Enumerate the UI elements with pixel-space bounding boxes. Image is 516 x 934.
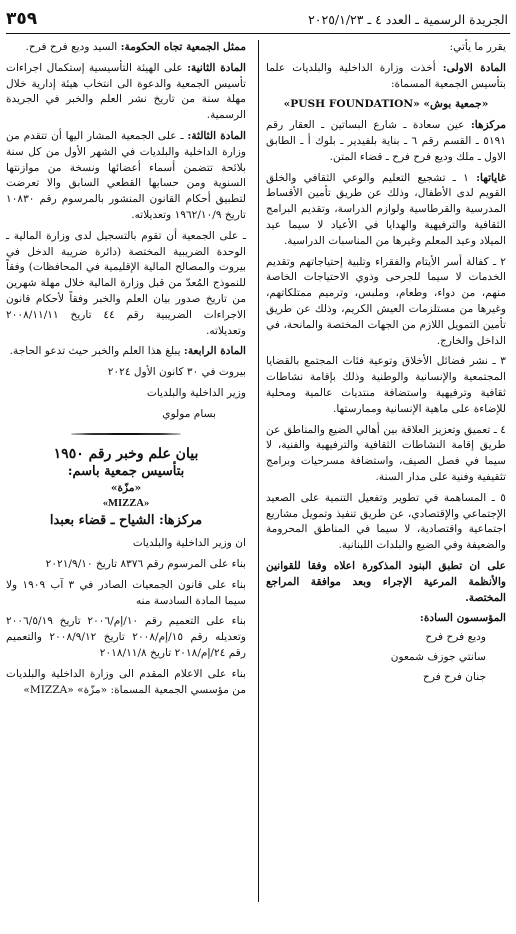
representative-text: السيد وديع فرح فرح.	[25, 41, 118, 53]
minister-title: وزير الداخلية والبلديات	[146, 386, 246, 399]
basis-3: بناء على التعميم رقم ١٠/إم/٢٠٠٦ تاريخ ٢٠٠٦/٥/١٩ وتعديله رقم ١٥/إم/٢٠٠٨ تاريخ ٢٠٠٨/٩/١٢ والتعميم رقم ٢٤/إم/٢٠١٨ تاريخ ٢٠١٨/١١/٨	[6, 615, 246, 659]
date-line: بيروت في ٣٠ كانون الأول ٢٠٢٤	[107, 366, 246, 379]
representative-label: ممثل الجمعية تجاه الحكومة:	[120, 41, 246, 53]
notice-association-name-latin	[6, 496, 246, 512]
section-separator	[6, 429, 246, 439]
founder-2: سانتي جوزف شمعون	[390, 650, 486, 663]
article-2-label: المادة الثانية:	[187, 61, 246, 74]
founders-label: المؤسسون السادة:	[419, 612, 506, 625]
article-4-label: المادة الرابعة:	[183, 345, 246, 358]
page-number: ٣٥٩	[6, 9, 38, 29]
headquarters-text: عين سعادة ـ شارع البساتين ـ العقار رقم ٥١٩١ ـ القسم رقم ٦ ـ بناية بلفيدير ـ بلوك أ ـ الطابق الاول ـ ملك وديع فرح فرح ـ قضاء المتن.	[266, 119, 507, 163]
notice-subtitle: بتأسيس جمعية باسم:	[67, 463, 185, 479]
basis-4: بناء على الاعلام المقدم الى وزارة الداخلية والبلديات من مؤسسي الجمعية المسماة: «مزّة» «MIZZA»	[6, 667, 246, 696]
goal-4: ٤ ـ تعميق وتعزيز العلاقة بين أهالي الضيع والمناطق عن طريق إقامة النشاطات الثقافية والترفيهية والفنية، لا سيما في فصل الصيف، واستضافة مسرحيات وبرامج تثقيفية وفنية على مدار السنة.	[266, 423, 506, 483]
goal-1	[266, 171, 506, 250]
basis-1: بناء على المرسوم رقم ٨٣٧٦ تاريخ ٢٠٢١/٩/١٠	[45, 557, 246, 570]
article-1	[266, 61, 506, 93]
headquarters	[266, 118, 506, 165]
goal-3: ٣ ـ نشر فضائل الأخلاق وتوعية فئات المجتمع بالقضايا المجتمعية والإنسانية والوطنية وذلك بإقامة نشاطات ثقافية وترفيهية واستضافة منتديات عالمية ومحلية للإضاءة على ماهية الإنسانية وممارستها.	[266, 355, 506, 415]
intro-text: يقرر ما يأتي:	[449, 41, 506, 53]
minister-name: بسام مولوي	[162, 407, 216, 420]
page-header	[6, 6, 508, 32]
article-3-label: المادة الثالثة:	[187, 129, 247, 142]
article-2	[6, 61, 246, 124]
notice-association-name	[6, 481, 246, 497]
left-column	[6, 40, 246, 703]
column-divider	[258, 40, 259, 902]
basis-2: بناء على قانون الجمعيات الصادر في ٣ آب ١٩٠٩ ولا سيما المادة السادسة منه	[6, 578, 246, 607]
right-column	[266, 40, 506, 689]
headquarters-label: مركزها:	[470, 119, 506, 132]
goal-2: ٢ ـ كفالة أسر الأيتام والفقراء وتلبية إحتياجاتهم وتقديم الخدمات لا سيما للجرحى وذوي الاحتياجات الخاصة منهم، من دواء، وطعام، وملبس، وترميم ممتلكاتهم، وغيرها من مستلزمات العيش الكريم، وذلك عن طريق تأمين التمويل اللازم من الجهات المختصة والمانحة، في الداخل والخارج.	[266, 255, 506, 347]
government-representative	[6, 40, 246, 56]
article-4	[6, 344, 246, 360]
goal-1-text: ١ ـ تشجيع التعليم والوعي الثقافي والخلق القويم لدى الأطفال، وذلك عن طريق تأمين الأقساط المدرسية والقرطاسية ولوازم الدراسة، وتقديم البرامج الثقافية والترفيهية والهدايا في الأعياد لا سيما عيد الميلاد وعيد المعلم وغيرها من المناسبات الدراسية.	[266, 171, 506, 247]
association-name: «جمعية بوش» «PUSH FOUNDATION»	[283, 98, 489, 111]
gazette-issue-title: الجريدة الرسمية ـ العدد ٤ ـ ٢٠٢٥/١/٢٣	[308, 11, 508, 27]
article-3-text-2: ـ على الجمعية أن تقوم بالتسجيل لدى وزارة المالية ـ الوحدة الضريبية المختصة (دائرة ضريبة الدخل في بيروت والمصالح المالية الإقليمية في المحافظات) وفقاً للنموذج المُعدّ من قبل وزارة المالية خلال مهلة شهرين من تاريخ صدور بيان العلم والخبر وفقاً لأحكام قانون الاجراءات الضريبية رقم ٤٤ تاريخ ٢٠٠٨/١١/١١ وتعديلاته.	[6, 229, 246, 337]
article-1-label: المادة الاولى:	[442, 61, 506, 74]
goals-label: غاياتها:	[476, 171, 506, 184]
notice-headquarters: مركزها: الشياح ـ قضاء بعبدا	[49, 513, 203, 529]
condition-text: على ان تطبق البنود المذكورة اعلاه وفقا للقوانين والأنظمة المرعية الإجراء وبعد موافقة المراجع المختصة.	[266, 559, 506, 604]
article-4-text: يبلغ هذا العلم والخبر حيث تدعو الحاجة.	[9, 345, 181, 358]
notice-name-latin: «MIZZA»	[102, 498, 150, 510]
article-3	[6, 129, 246, 224]
notice-name-arabic: «مزّة»	[110, 481, 142, 494]
article-2-text: على الهيئة التأسيسية إستكمال اجراءات تأسيس الجمعية والدعوة الى انتخاب هيئة إدارية خلال مهلة سنة من تاريخ نشر العلم والخبر في الجريدة الرسمية.	[6, 61, 246, 122]
article-1-text: أخذت وزارة الداخلية والبلديات علما بتأسيس الجمعية المسماة:	[266, 61, 506, 90]
article-3-text: ـ على الجمعية المشار اليها أن تتقدم من وزارة الداخلية والبلديات في الشهر الأول من كل سنة بلائحة تتضمن أسماء أعضائها ونسخة من موازنتها السنوية ومن حسابها القطعي السابق والا تعرضت لتطبيق أحكام القانون المنشور بالمرسوم رقم ١٠٨٣٠ تاريخ ١٩٦٢/١٠/٩ وتعديلاته.	[6, 129, 246, 221]
goal-5: ٥ ـ المساهمة في تطوير وتفعيل التنمية على الصعيد الإجتماعي والإقتصادي، عن طريق تنفيذ وتمويل مشاريع اجتماعية واقتصادية، لا سيما في المناطق المحرومة والضعيفة وفي الضيع والبلدات اللبنانية.	[266, 491, 506, 552]
founder-1: وديع فرح فرح	[425, 631, 486, 644]
minister-preamble: ان وزير الداخلية والبلديات	[132, 537, 246, 550]
header-rule	[6, 33, 510, 34]
notice-title: بيان علم وخبر رقم ١٩٥٠	[53, 445, 199, 462]
founder-3: جنان فرح فرح	[423, 670, 486, 683]
